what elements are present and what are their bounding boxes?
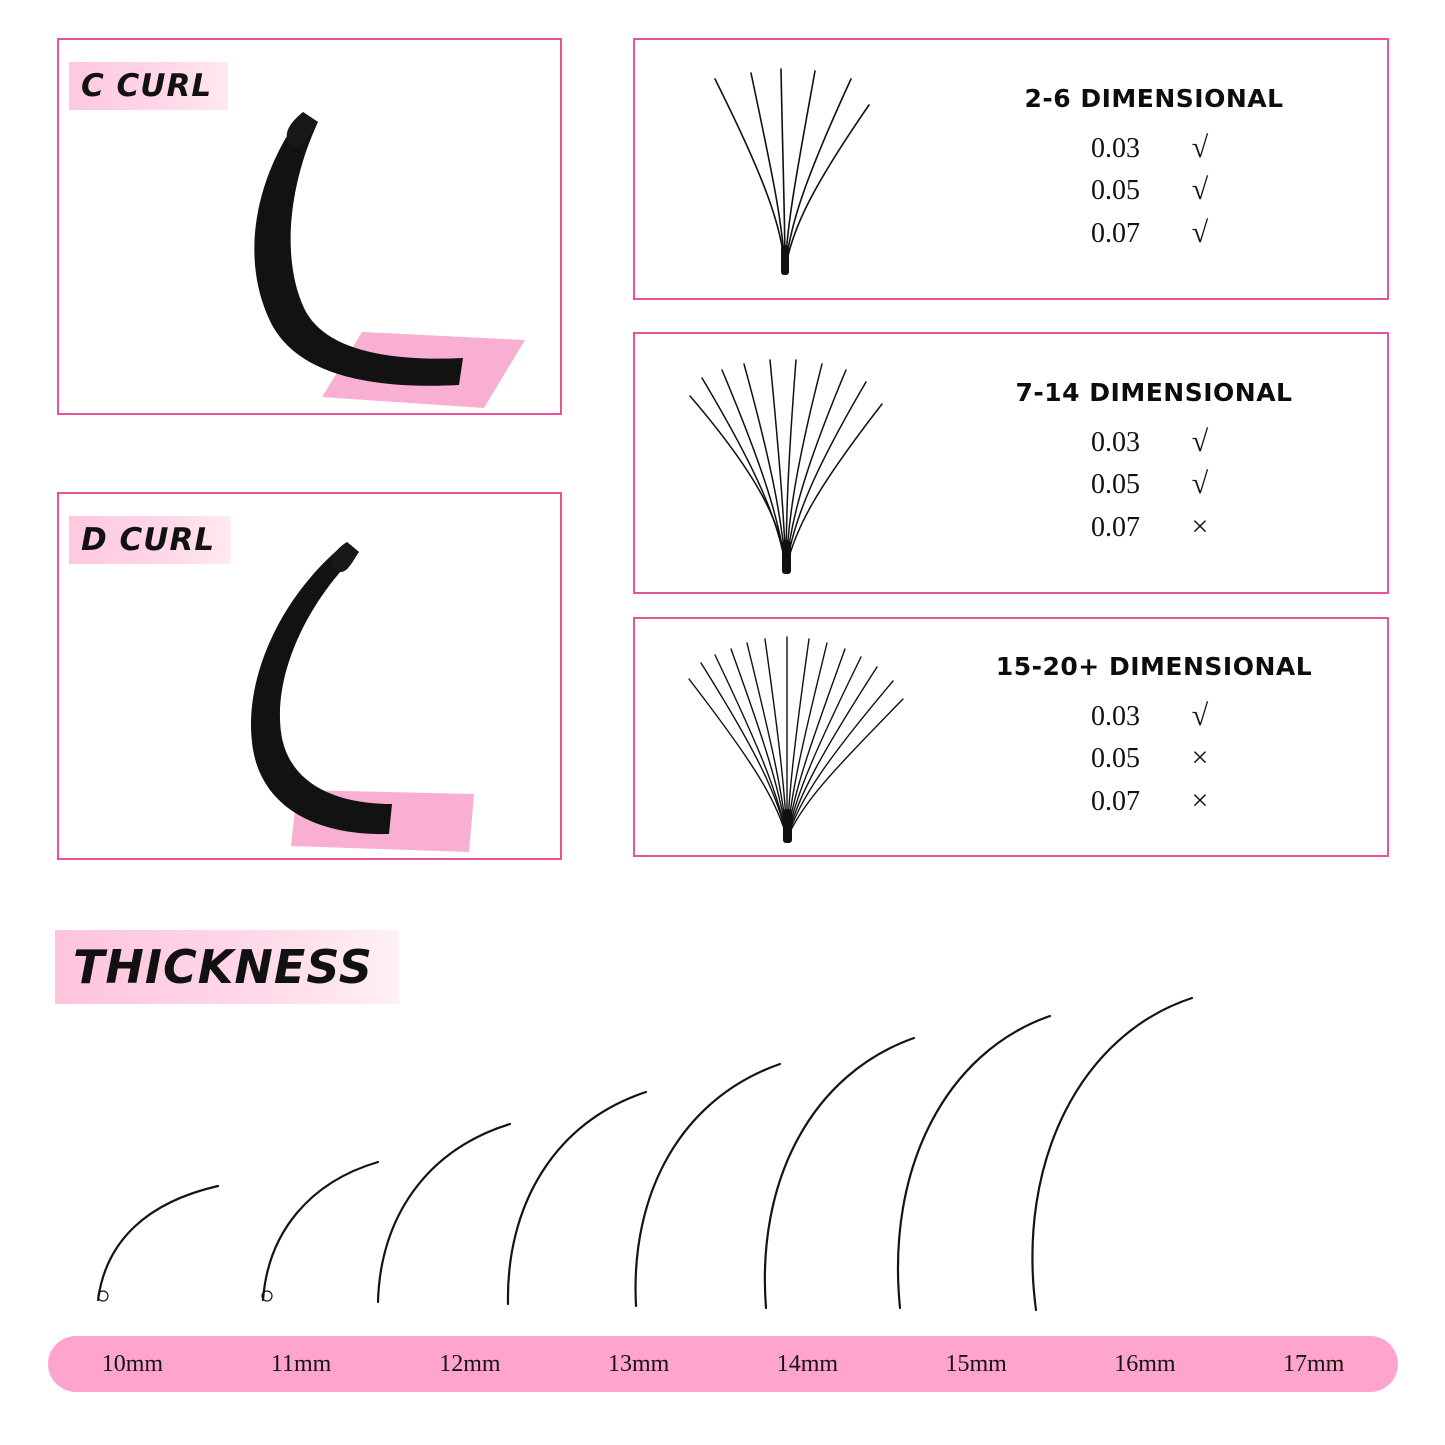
size-label-10mm: 10mm <box>101 1350 164 1377</box>
dimensional-info-2-6 <box>935 84 1387 255</box>
availability-mark: √ <box>1191 698 1209 732</box>
thickness-marks-list <box>1091 695 1217 823</box>
size-label-17mm: 17mm <box>1282 1350 1345 1377</box>
dimensional-panel-2-6 <box>633 38 1389 300</box>
availability-mark: √ <box>1191 467 1209 501</box>
thickness-marks-list <box>1091 421 1217 549</box>
thickness-mark-row <box>1091 737 1217 780</box>
size-label-15mm: 15mm <box>945 1350 1007 1377</box>
thickness-mark-row <box>1091 695 1217 738</box>
thickness-marks-list <box>1091 127 1217 255</box>
d-curl-illustration <box>59 494 560 858</box>
availability-mark: × <box>1191 783 1209 817</box>
thickness-value: 0.03 <box>1091 700 1140 732</box>
size-label-14mm: 14mm <box>776 1350 839 1377</box>
availability-mark: √ <box>1191 424 1209 458</box>
dimensional-title: 7-14 DIMENSIONAL <box>1015 377 1293 407</box>
lash-curves <box>48 990 1398 1320</box>
thickness-value: 0.05 <box>1091 175 1140 207</box>
dimensional-title: 2-6 DIMENSIONAL <box>1024 83 1284 113</box>
fan-illustration-7-14 <box>635 348 935 578</box>
thickness-label: THICKNESS <box>55 930 399 1004</box>
thickness-value: 0.03 <box>1091 426 1140 458</box>
d-curl-label: D CURL <box>69 516 231 564</box>
dimensional-panel-7-14 <box>633 332 1389 594</box>
dimensional-title: 15-20+ DIMENSIONAL <box>995 651 1313 681</box>
availability-mark: √ <box>1191 215 1209 249</box>
c-curl-illustration <box>59 40 560 413</box>
thickness-value: 0.07 <box>1091 511 1140 543</box>
thickness-mark-row <box>1091 127 1217 170</box>
dimensional-info-15-20 <box>935 652 1387 823</box>
fan-illustration-2-6 <box>635 59 935 279</box>
fan-illustration-15-20 <box>635 627 935 847</box>
availability-mark: √ <box>1191 130 1209 164</box>
thickness-mark-row <box>1091 212 1217 255</box>
availability-mark: √ <box>1191 173 1209 207</box>
thickness-value: 0.05 <box>1091 469 1140 501</box>
thickness-mark-row <box>1091 506 1217 549</box>
availability-mark: × <box>1191 509 1209 543</box>
c-curl-lash-tip <box>287 112 318 146</box>
thickness-mark-row <box>1091 169 1217 212</box>
thickness-mark-row <box>1091 780 1217 823</box>
c-curl-panel <box>57 38 562 415</box>
lash-length-illustrations <box>48 990 1398 1320</box>
d-curl-lash-body <box>251 542 392 834</box>
d-curl-lash-tip <box>332 542 359 572</box>
thickness-mark-row <box>1091 463 1217 506</box>
thickness-value: 0.07 <box>1091 785 1140 817</box>
d-curl-panel <box>57 492 562 860</box>
thickness-mark-row <box>1091 421 1217 464</box>
c-curl-label: C CURL <box>69 62 228 110</box>
availability-mark: × <box>1191 741 1209 775</box>
lash-size-bar <box>48 1336 1398 1392</box>
size-label-13mm: 13mm <box>607 1350 670 1377</box>
thickness-value: 0.07 <box>1091 217 1140 249</box>
dimensional-info-7-14 <box>935 378 1387 549</box>
thickness-value: 0.03 <box>1091 132 1140 164</box>
size-label-11mm: 11mm <box>270 1350 332 1377</box>
dimensional-panel-15-20 <box>633 617 1389 857</box>
thickness-value: 0.05 <box>1091 743 1140 775</box>
size-label-12mm: 12mm <box>439 1350 501 1377</box>
size-label-16mm: 16mm <box>1114 1350 1176 1377</box>
